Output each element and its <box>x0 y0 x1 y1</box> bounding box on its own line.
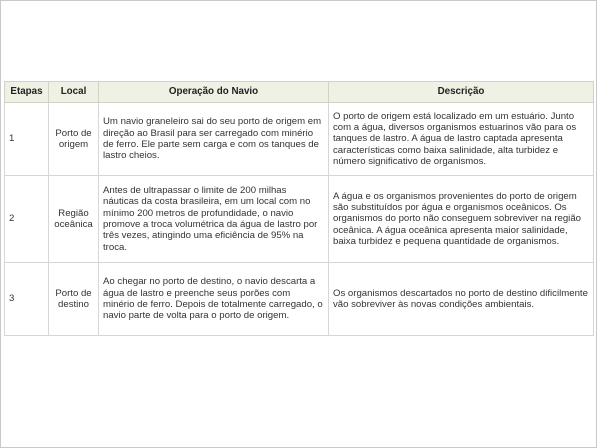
header-local: Local <box>49 82 99 103</box>
cell-local: Porto de origem <box>49 103 99 176</box>
table-row <box>5 103 594 176</box>
cell-local: Região oceânica <box>49 176 99 263</box>
cell-etapa: 1 <box>5 103 49 176</box>
header-descricao: Descrição <box>329 82 594 103</box>
ballast-water-table <box>4 81 594 336</box>
cell-etapa: 3 <box>5 263 49 336</box>
cell-operacao: Antes de ultrapassar o limite de 200 milhas náuticas da costa brasileira, em um local com no mínimo 200 metros de profundidade, o navio promove a troca volumétrica da água de lastro por três vezes, atingindo uma eficiência de 95% na troca. <box>99 176 329 263</box>
table-row <box>5 263 594 336</box>
cell-descricao: O porto de origem está localizado em um estuário. Junto com a água, diversos organismos estuarinos vão para os tanques de lastro. A água de lastro captada apresenta características como baixa salinidade, alta turbidez e número significativo de organismos. <box>329 103 594 176</box>
cell-descricao: A água e os organismos provenientes do porto de origem são substituídos por água e organismos oceânicos. Os organismos do porto não conseguem sobreviver na região oceânica. A água oceânica apresenta maior salinidade, baixa turbidez e pequena quantidade de organismos. <box>329 176 594 263</box>
cell-local: Porto de destino <box>49 263 99 336</box>
header-etapas: Etapas <box>5 82 49 103</box>
cell-descricao: Os organismos descartados no porto de destino dificilmente vão sobreviver às novas condições ambientais. <box>329 263 594 336</box>
cell-operacao: Ao chegar no porto de destino, o navio descarta a água de lastro e preenche seus porões com minério de ferro. Depois de totalmente carregado, o navio parte de volta para o porto de origem. <box>99 263 329 336</box>
header-operacao: Operação do Navio <box>99 82 329 103</box>
table-header-row <box>5 82 594 103</box>
table-row <box>5 176 594 263</box>
cell-operacao: Um navio graneleiro sai do seu porto de origem em direção ao Brasil para ser carregado com minério de ferro. Ele parte sem carga e com os tanques de lastro cheios. <box>99 103 329 176</box>
cell-etapa: 2 <box>5 176 49 263</box>
